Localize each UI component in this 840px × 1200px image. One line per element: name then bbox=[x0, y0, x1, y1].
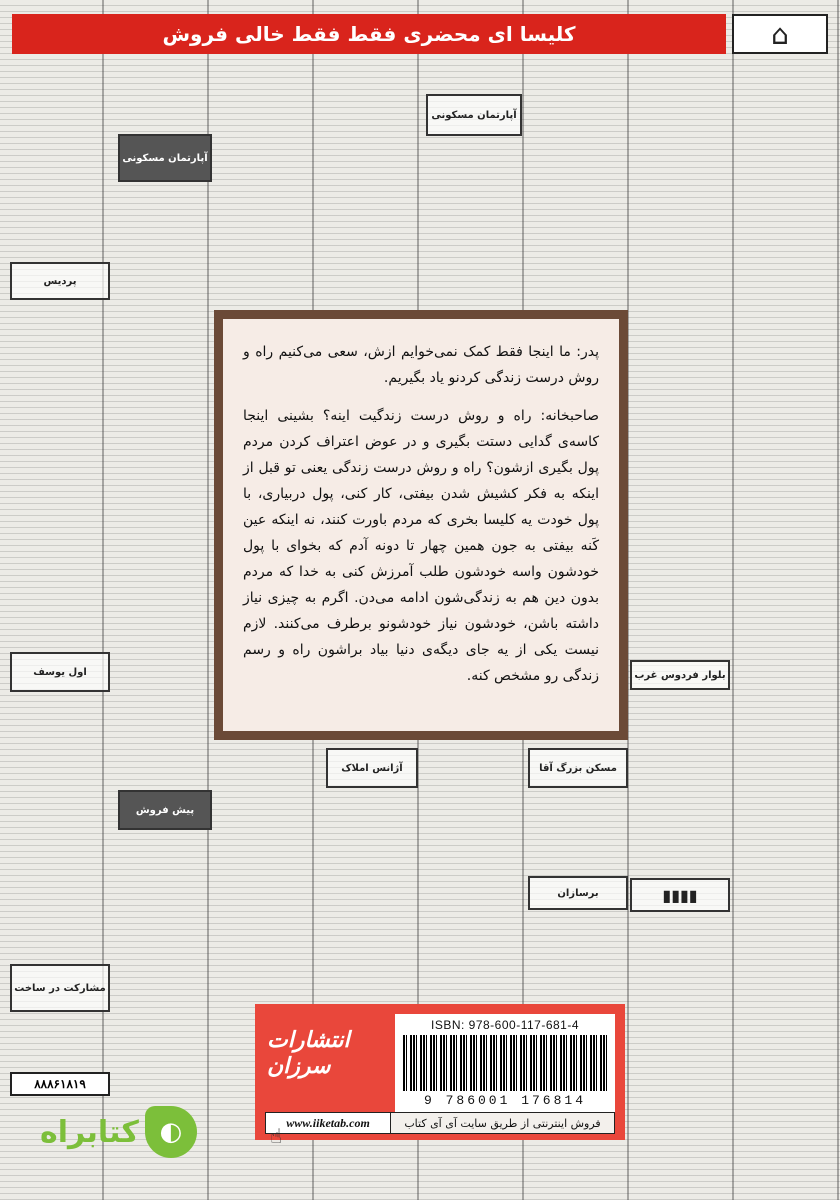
house-icon: ⌂ bbox=[732, 14, 828, 54]
ad-label: پیش فروش bbox=[118, 790, 212, 830]
ad-label: بلوار فردوس غرب bbox=[630, 660, 730, 690]
ad-label: آپارتمان مسکونی bbox=[118, 134, 212, 182]
website-link[interactable]: www.iiketab.com bbox=[265, 1112, 391, 1134]
ad-label: پردیس bbox=[10, 262, 110, 300]
ad-label: آپارتمان مسکونی bbox=[426, 94, 522, 136]
ad-label: مشارکت در ساخت bbox=[10, 964, 110, 1012]
website-bar bbox=[265, 1112, 615, 1134]
ketabrah-logo-icon: ◐ bbox=[145, 1106, 197, 1158]
online-sale-text: فروش اینترنتی از طریق سایت آی آی کتاب bbox=[391, 1112, 615, 1134]
barcode bbox=[395, 1014, 615, 1114]
hand-cursor-icon: ☝ bbox=[270, 1124, 283, 1148]
story-paragraph: پدر: ما اینجا فقط کمک نمی‌خوایم ازش، سعی می‌کنیم راه و روش درست زندگی کردنو یاد بگیریم. bbox=[243, 344, 599, 386]
barcode-bars bbox=[403, 1035, 607, 1091]
story-text bbox=[223, 319, 619, 731]
ad-label: آژانس املاک bbox=[326, 748, 418, 788]
book-info-panel bbox=[255, 1004, 625, 1140]
story-paragraph: صاحبخانه: راه و روش درست زندگیت اینه؟ بشینی اینجا کاسه‌ی گدایی دستت بگیری و در عوض اعتراف کردن مردم پول بگیری ازشون؟ راه و روش درست زندگی یعنی تو قبل از اینکه به فکر کشیش شدن بیفتی، کار کنی، پول دربیاری، با پول خودت یه کلیسا بخری که مردم باورت کنند، نه اینکه عین کَنه بیفتی به جون همین چهار تا دونه آدم که بخوای با پول خودشون واسه خودشون طلب آمرزش کنی به خدا که مردم بدون دین هم به زندگی‌شون ادامه می‌دن. اگرم به چیزی نیاز داشته باشن، خودشون نیاز خودشونو برطرف می‌کنند. لازم نیست یکی از یه جای دیگه‌ی دنیا بیاد براشون راه و رسم زندگی رو مشخص کنه. bbox=[243, 408, 599, 684]
masthead-title: کلیسا ای محضری فقط فقط خالی فروش bbox=[12, 14, 726, 54]
publisher-logo: انتشارات سرزان bbox=[267, 1027, 350, 1079]
ketabrah-watermark bbox=[40, 1102, 210, 1162]
ad-label: مسکن بزرگ آقا bbox=[528, 748, 628, 788]
barcode-digits: 9 786001 176814 bbox=[423, 1093, 587, 1108]
masthead bbox=[12, 14, 828, 54]
ad-label: اول یوسف bbox=[10, 652, 110, 692]
phone-number: ۸۸۸۶۱۸۱۹ bbox=[10, 1072, 110, 1096]
isbn-text: ISBN: 978-600-117-681-4 bbox=[430, 1018, 580, 1032]
kadoos-ad: ▮▮▮▮ bbox=[630, 878, 730, 912]
ketabrah-brand: کتابراه bbox=[40, 1114, 139, 1150]
ad-label: برسازان bbox=[528, 876, 628, 910]
story-panel bbox=[214, 310, 628, 740]
